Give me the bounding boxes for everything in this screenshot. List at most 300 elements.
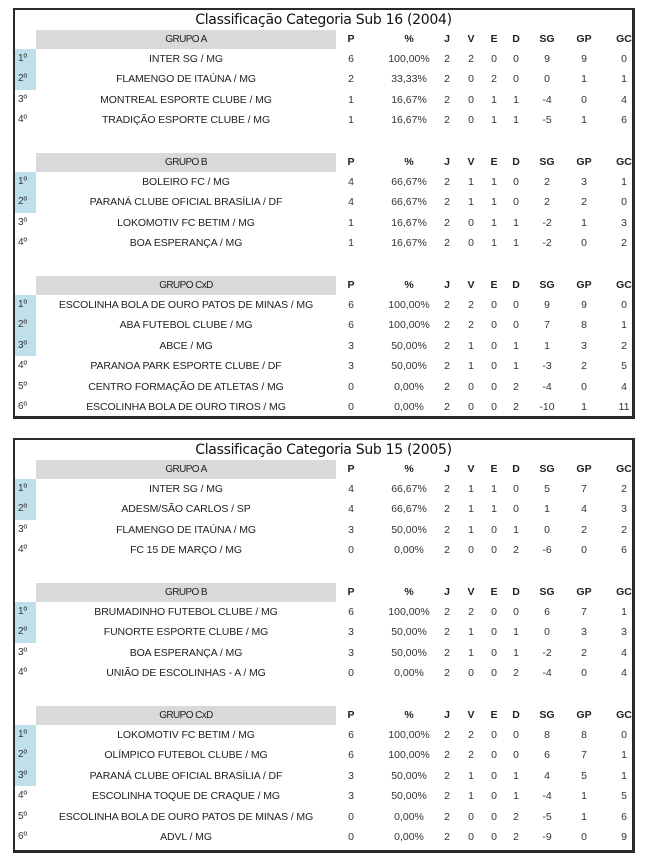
position-cell: 2º bbox=[15, 315, 36, 335]
stat-gp: 3 bbox=[581, 626, 587, 639]
stat-gc: 4 bbox=[621, 667, 627, 680]
stat-d: 1 bbox=[513, 523, 519, 536]
stat-gc: 3 bbox=[621, 503, 627, 516]
stat-d: 2 bbox=[513, 400, 519, 413]
stat-p: 1 bbox=[348, 93, 354, 106]
stat-pct: 100,00% bbox=[388, 606, 430, 618]
table-row bbox=[15, 90, 632, 110]
column-header-sg: SG bbox=[539, 279, 555, 291]
column-header-e: E bbox=[490, 33, 498, 45]
stat-e: 0 bbox=[491, 626, 497, 639]
stat-v: 0 bbox=[468, 400, 474, 413]
stat-pct: 50,00% bbox=[391, 646, 427, 659]
stat-j: 2 bbox=[444, 196, 450, 209]
stat-p: 0 bbox=[348, 667, 354, 680]
team-name: FLAMENGO DE ITAÚNA / MG bbox=[116, 73, 256, 86]
table-title: Classificação Categoria Sub 15 (2005) bbox=[195, 442, 452, 458]
table-row bbox=[15, 397, 632, 417]
stat-gc: 1 bbox=[621, 73, 627, 86]
stat-gp: 3 bbox=[581, 339, 587, 352]
stat-gp: 2 bbox=[581, 196, 587, 209]
stat-v: 1 bbox=[468, 339, 474, 352]
stat-e: 0 bbox=[491, 339, 497, 352]
stat-v: 1 bbox=[468, 176, 474, 188]
stat-p: 6 bbox=[348, 606, 354, 618]
table-row bbox=[15, 766, 632, 786]
stat-v: 2 bbox=[468, 749, 474, 762]
team-name: TRADIÇÃO ESPORTE CLUBE / MG bbox=[101, 114, 271, 127]
stat-p: 6 bbox=[348, 749, 354, 762]
stat-pct: 0,00% bbox=[394, 667, 424, 680]
column-header-pct: % bbox=[404, 709, 414, 721]
stat-d: 1 bbox=[513, 360, 519, 373]
stat-pct: 100,00% bbox=[388, 53, 430, 65]
stat-sg: 0 bbox=[544, 626, 550, 639]
team-name: BOA ESPERANÇA / MG bbox=[129, 237, 243, 250]
stat-d: 0 bbox=[513, 749, 519, 762]
position-cell: 4º bbox=[18, 114, 28, 126]
stat-v: 2 bbox=[468, 319, 474, 332]
stat-d: 0 bbox=[513, 196, 519, 209]
stat-j: 2 bbox=[444, 523, 450, 536]
stat-j: 2 bbox=[444, 319, 450, 332]
stat-pct: 0,00% bbox=[394, 400, 424, 413]
stat-d: 0 bbox=[513, 53, 519, 65]
stat-v: 2 bbox=[468, 729, 474, 741]
stat-p: 2 bbox=[348, 73, 354, 86]
team-name: UNIÃO DE ESCOLINHAS - A / MG bbox=[106, 667, 266, 680]
table-title: Classificação Categoria Sub 16 (2004) bbox=[195, 12, 452, 28]
stat-j: 2 bbox=[444, 176, 450, 188]
column-header-gp: GP bbox=[576, 463, 592, 475]
stat-d: 2 bbox=[513, 830, 519, 843]
group-b bbox=[15, 153, 632, 254]
stat-e: 0 bbox=[491, 830, 497, 843]
stat-gp: 8 bbox=[581, 319, 587, 332]
stat-pct: 50,00% bbox=[391, 360, 427, 373]
team-name: ESCOLINHA BOLA DE OURO TIROS / MG bbox=[86, 400, 286, 413]
stat-sg: 6 bbox=[544, 606, 550, 618]
team-name: BOLEIRO FC / MG bbox=[142, 176, 230, 188]
team-name: ADESM/SÃO CARLOS / SP bbox=[121, 503, 251, 516]
group-header-row bbox=[15, 276, 632, 295]
position-cell: 1º bbox=[15, 49, 36, 69]
stat-pct: 16,67% bbox=[391, 216, 427, 229]
stat-pct: 100,00% bbox=[388, 749, 430, 762]
stat-gc: 2 bbox=[621, 523, 627, 536]
table-row bbox=[15, 377, 632, 397]
stat-gp: 1 bbox=[581, 73, 587, 86]
standings-table-sub16 bbox=[13, 8, 635, 419]
stat-gc: 0 bbox=[621, 729, 627, 741]
stat-p: 3 bbox=[348, 339, 354, 352]
table-row bbox=[15, 295, 632, 315]
stat-pct: 66,67% bbox=[391, 176, 427, 188]
position-cell: 1º bbox=[15, 602, 36, 622]
column-header-sg: SG bbox=[539, 156, 555, 168]
column-header-sg: SG bbox=[539, 33, 555, 45]
stat-sg: 1 bbox=[544, 503, 550, 516]
stat-p: 6 bbox=[348, 729, 354, 741]
stat-sg: 2 bbox=[544, 196, 550, 209]
stat-gp: 0 bbox=[581, 830, 587, 843]
stat-gc: 0 bbox=[621, 196, 627, 209]
stat-e: 2 bbox=[491, 73, 497, 86]
stat-d: 2 bbox=[513, 667, 519, 680]
stat-d: 0 bbox=[513, 319, 519, 332]
stat-gc: 0 bbox=[621, 53, 627, 65]
stat-d: 1 bbox=[513, 339, 519, 352]
stat-e: 0 bbox=[491, 606, 497, 618]
stat-gc: 1 bbox=[621, 319, 627, 332]
stat-sg: 9 bbox=[544, 53, 550, 65]
stat-gp: 1 bbox=[581, 810, 587, 823]
stat-gc: 0 bbox=[621, 299, 627, 311]
team-name: OLÍMPICO FUTEBOL CLUBE / MG bbox=[104, 749, 268, 762]
stat-sg: -4 bbox=[542, 667, 552, 680]
column-header-j: J bbox=[444, 156, 450, 168]
stat-e: 0 bbox=[491, 400, 497, 413]
stat-d: 2 bbox=[513, 380, 519, 393]
column-header-e: E bbox=[490, 463, 498, 475]
table-row bbox=[15, 520, 632, 540]
column-header-d: D bbox=[512, 156, 520, 168]
table-row bbox=[15, 49, 632, 69]
column-header-gp: GP bbox=[576, 586, 592, 598]
group-header-row bbox=[15, 30, 632, 49]
stat-p: 1 bbox=[348, 237, 354, 250]
position-cell: 3º bbox=[18, 523, 28, 535]
stat-v: 0 bbox=[468, 667, 474, 680]
stat-sg: 6 bbox=[544, 749, 550, 762]
column-header-gc: GC bbox=[616, 463, 632, 475]
column-header-gp: GP bbox=[576, 279, 592, 291]
group-name: GRUPO CxD bbox=[36, 276, 336, 295]
stat-gc: 6 bbox=[621, 114, 627, 127]
table-row bbox=[15, 69, 632, 89]
stat-v: 0 bbox=[468, 237, 474, 250]
team-name: BOA ESPERANÇA / MG bbox=[129, 646, 243, 659]
team-name: FUNORTE ESPORTE CLUBE / MG bbox=[103, 626, 269, 639]
stat-sg: -10 bbox=[539, 400, 555, 413]
table-row bbox=[15, 540, 632, 560]
stat-e: 0 bbox=[491, 667, 497, 680]
stat-sg: -4 bbox=[542, 790, 552, 803]
stat-e: 1 bbox=[491, 503, 497, 516]
team-name: ESCOLINHA TOQUE DE CRAQUE / MG bbox=[92, 790, 280, 803]
stat-p: 6 bbox=[348, 319, 354, 332]
column-header-e: E bbox=[490, 586, 498, 598]
stat-j: 2 bbox=[444, 380, 450, 393]
team-name: CENTRO FORMAÇÃO DE ATLETAS / MG bbox=[88, 380, 284, 393]
stat-e: 1 bbox=[491, 93, 497, 106]
stat-sg: 7 bbox=[544, 319, 550, 332]
stat-j: 2 bbox=[444, 216, 450, 229]
column-header-gc: GC bbox=[616, 586, 632, 598]
group-a bbox=[15, 30, 632, 131]
stat-j: 2 bbox=[444, 626, 450, 639]
column-header-v: V bbox=[467, 33, 475, 45]
stat-e: 1 bbox=[491, 483, 497, 495]
stat-pct: 16,67% bbox=[391, 237, 427, 250]
position-cell: 6º bbox=[18, 400, 28, 412]
column-header-v: V bbox=[467, 463, 475, 475]
team-name: LOKOMOTIV FC BETIM / MG bbox=[117, 216, 255, 229]
stat-gp: 9 bbox=[581, 299, 587, 311]
stat-sg: -2 bbox=[542, 237, 552, 250]
stat-e: 0 bbox=[491, 729, 497, 741]
stat-p: 3 bbox=[348, 523, 354, 536]
stat-gc: 2 bbox=[621, 339, 627, 352]
position-cell: 1º bbox=[15, 172, 36, 192]
stat-p: 0 bbox=[348, 380, 354, 393]
position-cell: 3º bbox=[18, 646, 28, 658]
column-header-j: J bbox=[444, 709, 450, 721]
stat-gc: 2 bbox=[621, 237, 627, 250]
stat-v: 0 bbox=[468, 216, 474, 229]
table-row bbox=[15, 315, 632, 335]
stat-d: 1 bbox=[513, 769, 519, 782]
stat-d: 1 bbox=[513, 237, 519, 250]
stat-p: 0 bbox=[348, 830, 354, 843]
stat-pct: 66,67% bbox=[391, 483, 427, 495]
stat-d: 1 bbox=[513, 626, 519, 639]
stat-sg: 9 bbox=[544, 299, 550, 311]
team-name: ESCOLINHA BOLA DE OURO PATOS DE MINAS / MG bbox=[58, 299, 314, 311]
column-header-p: P bbox=[347, 586, 355, 598]
position-cell: 5º bbox=[18, 380, 28, 392]
column-header-pct: % bbox=[404, 33, 414, 45]
stat-sg: -4 bbox=[542, 93, 552, 106]
team-name: INTER SG / MG bbox=[149, 53, 223, 65]
stat-d: 2 bbox=[513, 544, 519, 557]
table-row bbox=[15, 172, 632, 192]
stat-pct: 0,00% bbox=[394, 544, 424, 557]
table-row bbox=[15, 663, 632, 683]
stat-e: 0 bbox=[491, 523, 497, 536]
table-row bbox=[15, 479, 632, 499]
team-name: PARANÁ CLUBE OFICIAL BRASÍLIA / DF bbox=[89, 769, 283, 782]
position-cell: 1º bbox=[15, 479, 36, 499]
stat-pct: 100,00% bbox=[388, 319, 430, 332]
stat-gp: 3 bbox=[581, 176, 587, 188]
stat-v: 1 bbox=[468, 503, 474, 516]
column-header-v: V bbox=[467, 279, 475, 291]
table-row bbox=[15, 336, 632, 356]
stat-sg: 1 bbox=[544, 339, 550, 352]
table-row bbox=[15, 110, 632, 130]
position-cell: 4º bbox=[18, 544, 28, 556]
stat-d: 1 bbox=[513, 790, 519, 803]
stat-d: 0 bbox=[513, 729, 519, 741]
stat-gc: 4 bbox=[621, 646, 627, 659]
stat-pct: 100,00% bbox=[388, 729, 430, 741]
column-header-p: P bbox=[347, 279, 355, 291]
stat-v: 1 bbox=[468, 523, 474, 536]
table-row bbox=[15, 807, 632, 827]
group-header-row bbox=[15, 153, 632, 172]
stat-j: 2 bbox=[444, 400, 450, 413]
stat-sg: 2 bbox=[544, 176, 550, 188]
stat-pct: 50,00% bbox=[391, 790, 427, 803]
stat-v: 1 bbox=[468, 196, 474, 209]
stat-gp: 1 bbox=[581, 216, 587, 229]
stat-p: 3 bbox=[348, 626, 354, 639]
position-cell: 2º bbox=[15, 499, 36, 519]
stat-p: 4 bbox=[348, 196, 354, 209]
stat-v: 0 bbox=[468, 114, 474, 127]
stat-pct: 0,00% bbox=[394, 830, 424, 843]
team-name: PARANOA PARK ESPORTE CLUBE / DF bbox=[90, 360, 282, 373]
stat-p: 0 bbox=[348, 544, 354, 557]
stat-e: 0 bbox=[491, 360, 497, 373]
stat-v: 1 bbox=[468, 790, 474, 803]
stat-v: 2 bbox=[468, 53, 474, 65]
column-header-v: V bbox=[467, 709, 475, 721]
table-row bbox=[15, 356, 632, 376]
table-row bbox=[15, 786, 632, 806]
standings-table-sub15 bbox=[13, 438, 635, 853]
stat-d: 0 bbox=[513, 73, 519, 86]
stat-e: 0 bbox=[491, 319, 497, 332]
column-header-gp: GP bbox=[576, 156, 592, 168]
stat-v: 1 bbox=[468, 646, 474, 659]
stat-j: 2 bbox=[444, 360, 450, 373]
stat-p: 0 bbox=[348, 400, 354, 413]
group-cxd bbox=[15, 706, 632, 847]
stat-pct: 50,00% bbox=[391, 339, 427, 352]
stat-p: 4 bbox=[348, 483, 354, 495]
table-row bbox=[15, 499, 632, 519]
group-header-row bbox=[15, 583, 632, 602]
stat-pct: 50,00% bbox=[391, 626, 427, 639]
stat-gp: 2 bbox=[581, 523, 587, 536]
stat-p: 4 bbox=[348, 503, 354, 516]
stat-gp: 0 bbox=[581, 667, 587, 680]
column-header-gc: GC bbox=[616, 279, 632, 291]
stat-j: 2 bbox=[444, 483, 450, 495]
table-row bbox=[15, 192, 632, 212]
column-header-gp: GP bbox=[576, 709, 592, 721]
stat-gp: 4 bbox=[581, 503, 587, 516]
stat-v: 0 bbox=[468, 73, 474, 86]
table-row bbox=[15, 213, 632, 233]
stat-j: 2 bbox=[444, 606, 450, 618]
position-cell: 3º bbox=[15, 766, 36, 786]
position-cell: 2º bbox=[15, 745, 36, 765]
team-name: ABA FUTEBOL CLUBE / MG bbox=[119, 319, 253, 332]
stat-sg: 0 bbox=[544, 523, 550, 536]
stat-pct: 0,00% bbox=[394, 380, 424, 393]
stat-gc: 4 bbox=[621, 380, 627, 393]
position-cell: 3º bbox=[18, 216, 28, 228]
stat-p: 3 bbox=[348, 360, 354, 373]
stat-v: 2 bbox=[468, 606, 474, 618]
stat-j: 2 bbox=[444, 503, 450, 516]
stat-p: 0 bbox=[348, 810, 354, 823]
stat-v: 0 bbox=[468, 830, 474, 843]
stat-v: 2 bbox=[468, 299, 474, 311]
stat-gc: 3 bbox=[621, 216, 627, 229]
stat-p: 3 bbox=[348, 790, 354, 803]
stat-e: 0 bbox=[491, 299, 497, 311]
stat-sg: -5 bbox=[542, 114, 552, 127]
stat-gc: 5 bbox=[621, 790, 627, 803]
stat-d: 0 bbox=[513, 299, 519, 311]
stat-j: 2 bbox=[444, 53, 450, 65]
stat-e: 1 bbox=[491, 114, 497, 127]
stat-e: 1 bbox=[491, 216, 497, 229]
stat-gc: 1 bbox=[621, 606, 627, 618]
stat-pct: 66,67% bbox=[391, 196, 427, 209]
position-cell: 1º bbox=[15, 295, 36, 315]
stat-j: 2 bbox=[444, 339, 450, 352]
team-name: ADVL / MG bbox=[160, 830, 212, 843]
stat-pct: 16,67% bbox=[391, 93, 427, 106]
table-row bbox=[15, 725, 632, 745]
table-row bbox=[15, 233, 632, 253]
group-cxd bbox=[15, 276, 632, 417]
column-header-j: J bbox=[444, 463, 450, 475]
stat-pct: 50,00% bbox=[391, 523, 427, 536]
stat-pct: 16,67% bbox=[391, 114, 427, 127]
stat-j: 2 bbox=[444, 810, 450, 823]
stat-gc: 2 bbox=[621, 483, 627, 495]
column-header-sg: SG bbox=[539, 709, 555, 721]
column-header-sg: SG bbox=[539, 586, 555, 598]
stat-e: 0 bbox=[491, 380, 497, 393]
stat-pct: 50,00% bbox=[391, 769, 427, 782]
group-b bbox=[15, 583, 632, 684]
position-cell: 2º bbox=[15, 69, 36, 89]
column-header-j: J bbox=[444, 279, 450, 291]
column-header-p: P bbox=[347, 156, 355, 168]
column-header-v: V bbox=[467, 156, 475, 168]
column-header-j: J bbox=[444, 33, 450, 45]
column-header-p: P bbox=[347, 463, 355, 475]
stat-j: 2 bbox=[444, 749, 450, 762]
stat-e: 0 bbox=[491, 810, 497, 823]
position-cell: 4º bbox=[18, 237, 28, 249]
stat-sg: -3 bbox=[542, 360, 552, 373]
stat-v: 0 bbox=[468, 380, 474, 393]
group-name: GRUPO A bbox=[36, 460, 336, 479]
stat-gc: 1 bbox=[621, 749, 627, 762]
stat-d: 0 bbox=[513, 483, 519, 495]
stat-j: 2 bbox=[444, 667, 450, 680]
stat-gc: 11 bbox=[618, 400, 630, 413]
stat-j: 2 bbox=[444, 114, 450, 127]
stat-j: 2 bbox=[444, 299, 450, 311]
position-cell: 4º bbox=[18, 790, 28, 802]
stat-p: 3 bbox=[348, 769, 354, 782]
stat-gp: 0 bbox=[581, 544, 587, 557]
stat-j: 2 bbox=[444, 237, 450, 250]
stat-gp: 0 bbox=[581, 237, 587, 250]
stat-j: 2 bbox=[444, 73, 450, 86]
stat-e: 0 bbox=[491, 790, 497, 803]
stat-gc: 1 bbox=[621, 176, 627, 188]
stat-sg: -6 bbox=[542, 544, 552, 557]
column-header-gc: GC bbox=[616, 709, 632, 721]
column-header-d: D bbox=[512, 33, 520, 45]
stat-e: 0 bbox=[491, 749, 497, 762]
column-header-gp: GP bbox=[576, 33, 592, 45]
column-header-sg: SG bbox=[539, 463, 555, 475]
stat-d: 1 bbox=[513, 114, 519, 127]
stat-sg: 4 bbox=[544, 769, 550, 782]
stat-d: 1 bbox=[513, 646, 519, 659]
